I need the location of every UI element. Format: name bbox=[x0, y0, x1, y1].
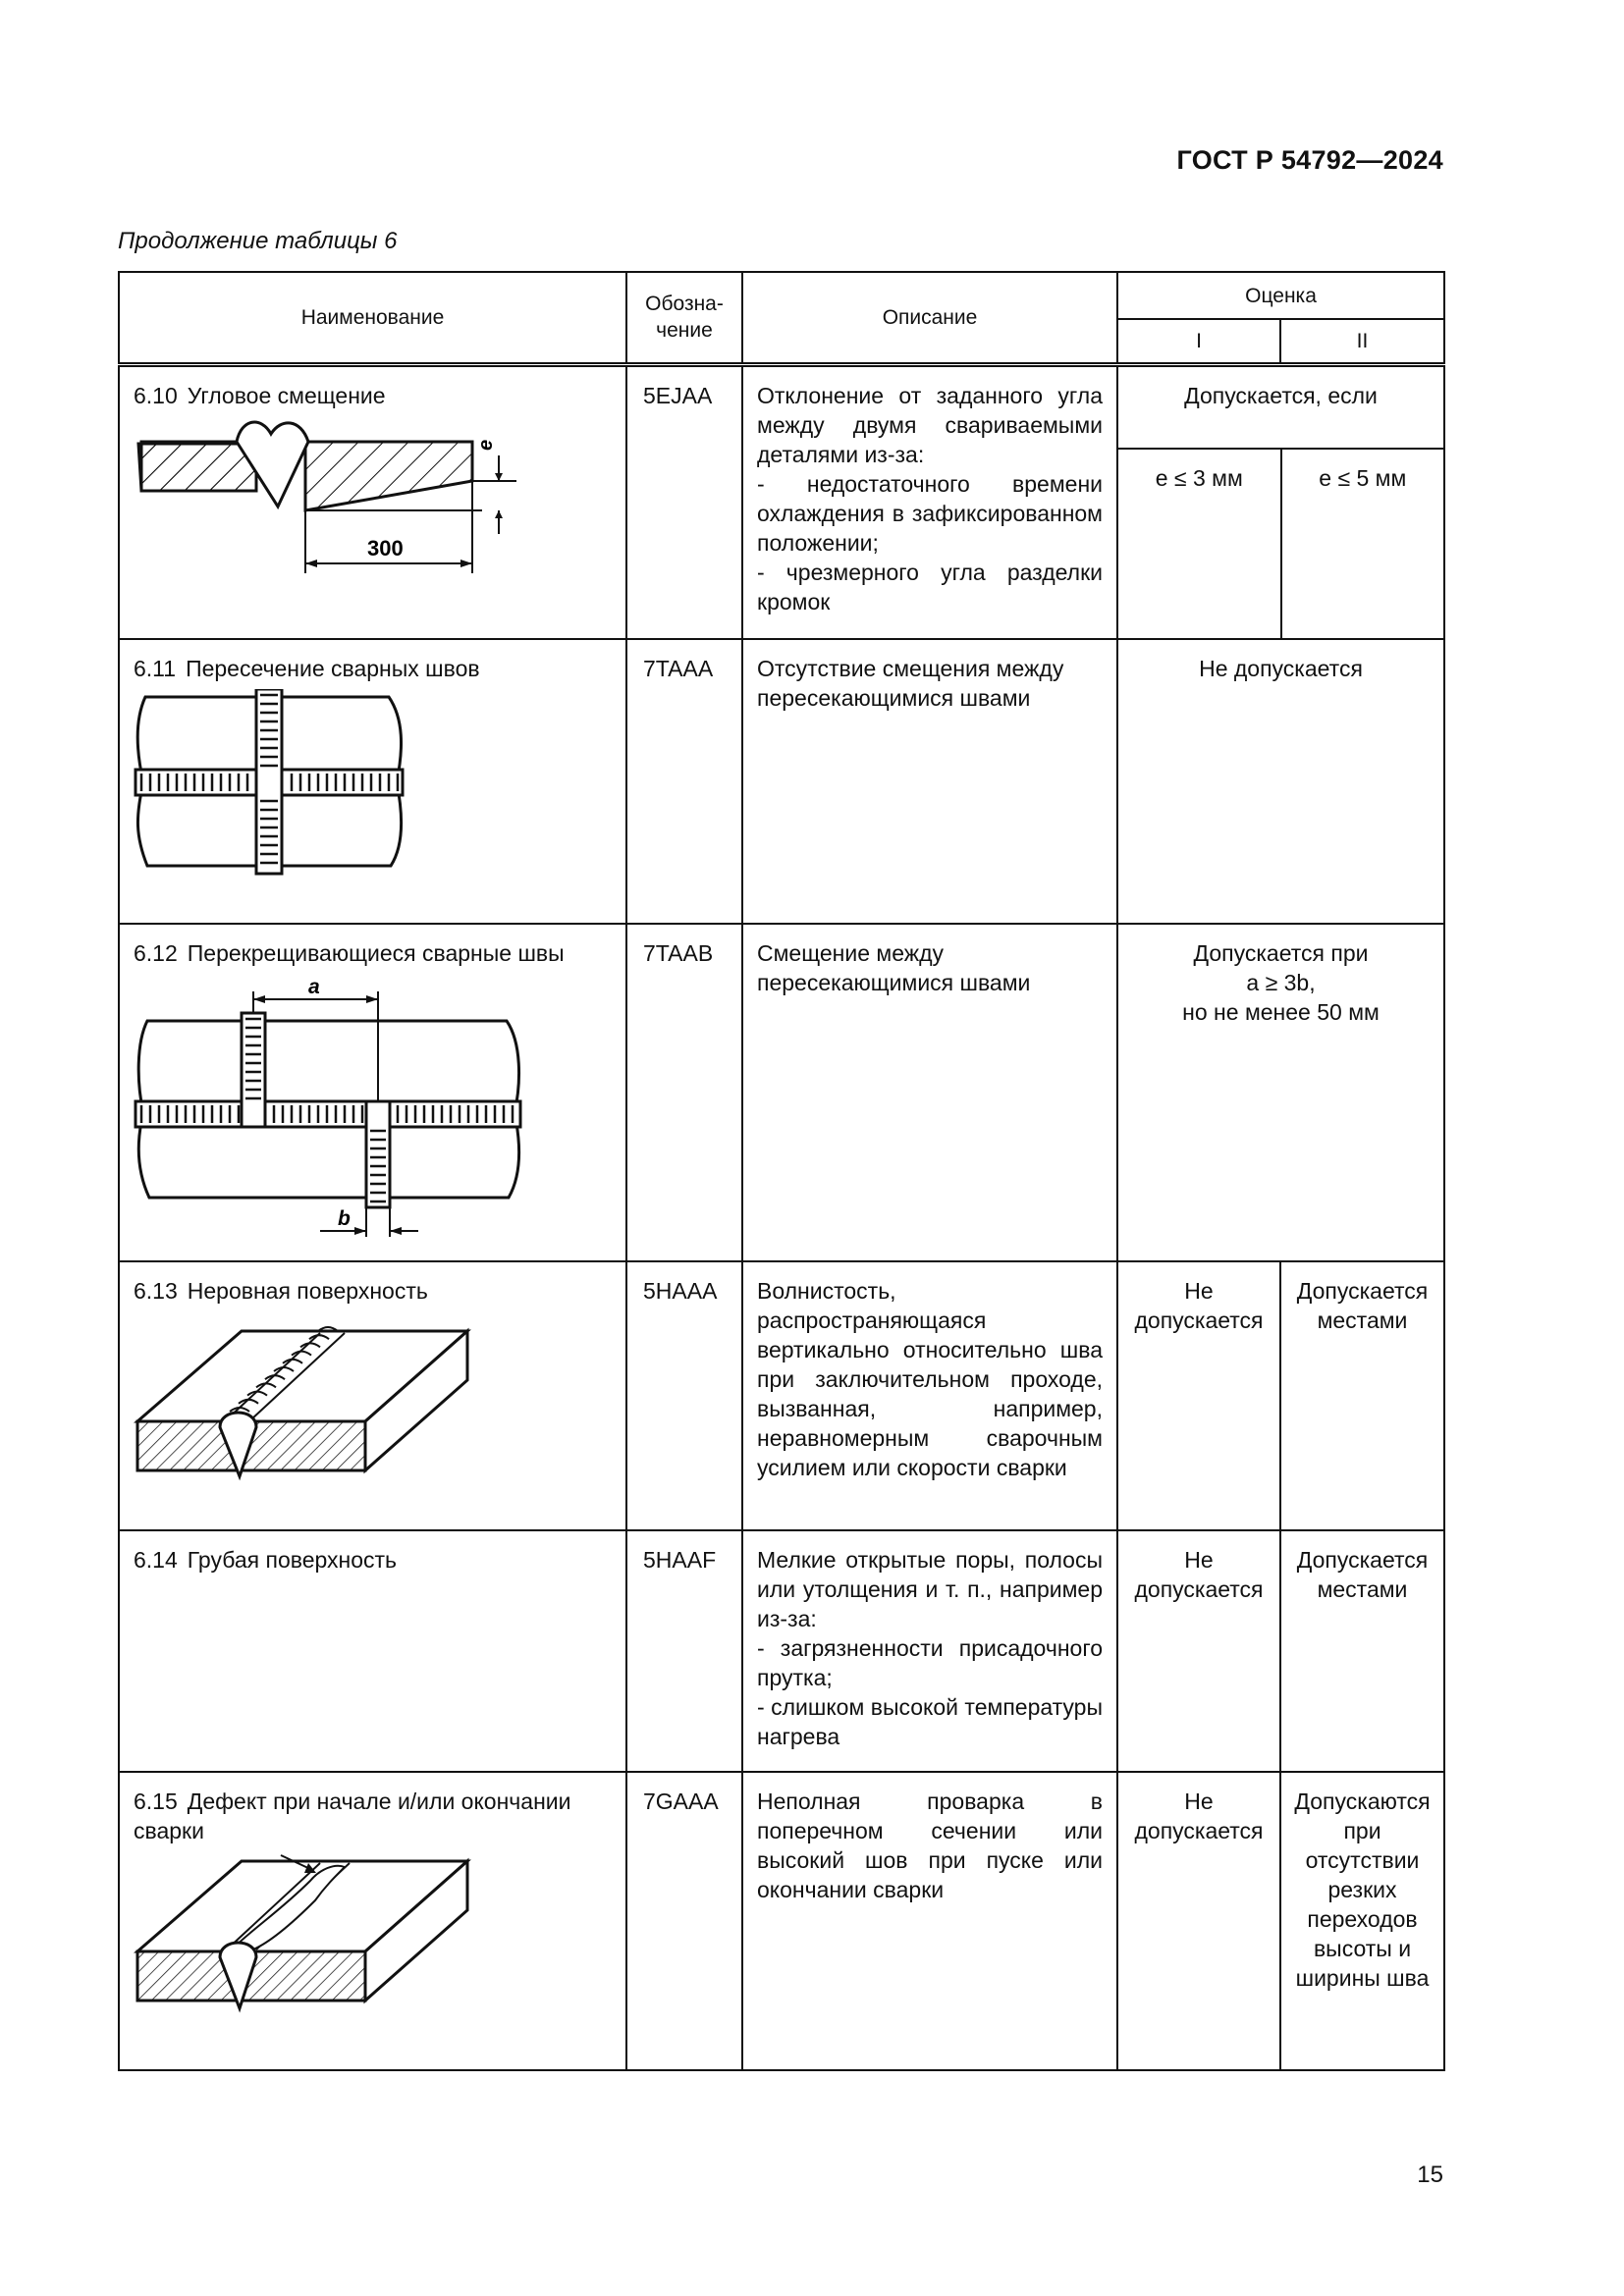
evaluation-level-1: Не допускается bbox=[1117, 1530, 1280, 1772]
description-item: - загрязненности присадочного прутка; bbox=[757, 1634, 1103, 1690]
description-item: - слишком высокой температуры нагрева bbox=[757, 1693, 1103, 1749]
defect-name-cell bbox=[119, 364, 626, 639]
header-description: Описание bbox=[742, 272, 1117, 364]
defect-code: 7GAAA bbox=[626, 1772, 742, 2070]
evaluation-shared: Допускается, если bbox=[1118, 367, 1443, 450]
defect-description: Волнистость, распространяющаяся вертикально относительно шва при заключительном проходе, вызванная, например, неравномерным сварочным усилием или скорости сварки bbox=[742, 1261, 1117, 1530]
evaluation-level-2: Допускаются при отсутствии резких переходов высоты и ширины шва bbox=[1280, 1772, 1444, 2070]
defect-number: 6.15 bbox=[134, 1788, 178, 1814]
evaluation-line: но не менее 50 мм bbox=[1182, 998, 1380, 1025]
page-number: 15 bbox=[1417, 2162, 1443, 2188]
uneven-surface-figure bbox=[134, 1311, 487, 1508]
dimension-a-label: a bbox=[308, 975, 320, 998]
table-row bbox=[119, 364, 1444, 639]
header-row bbox=[119, 272, 1444, 319]
defect-name: Неровная поверхность bbox=[187, 1277, 428, 1304]
defect-name: Дефект при начале и/или окончании сварки bbox=[134, 1788, 571, 1843]
evaluation-level-1: Не допускается bbox=[1117, 1261, 1280, 1530]
defect-name-cell bbox=[119, 1772, 626, 2070]
defects-table bbox=[118, 271, 1445, 2071]
header-name: Наименование bbox=[119, 272, 626, 364]
defect-description bbox=[742, 1530, 1117, 1772]
table-row bbox=[119, 1772, 1444, 2070]
table-row bbox=[119, 639, 1444, 924]
defect-name-cell bbox=[119, 924, 626, 1261]
defect-name: Перекрещивающиеся сварные швы bbox=[187, 939, 565, 966]
document-code: ГОСТ Р 54792—2024 bbox=[1176, 145, 1443, 175]
defect-description bbox=[742, 364, 1117, 639]
defect-code: 5EJAA bbox=[626, 364, 742, 639]
evaluation-shared bbox=[1117, 924, 1444, 1261]
evaluation-level-2: Допускается местами bbox=[1280, 1530, 1444, 1772]
defect-number: 6.11 bbox=[134, 655, 177, 681]
weld-intersection-figure bbox=[134, 689, 408, 876]
evaluation-level-2: e ≤ 5 мм bbox=[1280, 450, 1444, 638]
defect-code: 5HAAF bbox=[626, 1530, 742, 1772]
defect-number: 6.13 bbox=[134, 1277, 178, 1304]
defect-name: Грубая поверхность bbox=[187, 1546, 398, 1573]
defect-number: 6.10 bbox=[134, 382, 178, 408]
dimension-300-label: 300 bbox=[367, 535, 404, 561]
header-eval-level-1: I bbox=[1117, 319, 1280, 364]
table-row bbox=[119, 1530, 1444, 1772]
evaluation-line: Допускается при bbox=[1193, 939, 1369, 966]
defect-code: 7TAAB bbox=[626, 924, 742, 1261]
defect-name-cell bbox=[119, 639, 626, 924]
evaluation-level-1: Не допускается bbox=[1117, 1772, 1280, 2070]
defect-number: 6.12 bbox=[134, 939, 178, 966]
defect-code: 7TAAA bbox=[626, 639, 742, 924]
header-eval-level-2: II bbox=[1280, 319, 1444, 364]
defect-name-cell bbox=[119, 1530, 626, 1772]
angular-misalignment-figure bbox=[134, 416, 566, 583]
start-end-defect-figure bbox=[134, 1851, 487, 2038]
crossing-welds-figure bbox=[134, 974, 526, 1239]
dimension-b-label: b bbox=[338, 1206, 351, 1230]
table-row bbox=[119, 1261, 1444, 1530]
evaluation-shared: Не допускается bbox=[1117, 639, 1444, 924]
defect-name: Угловое смещение bbox=[187, 382, 386, 408]
description-item: - недостаточного времени охлаждения в зафиксированном положении; bbox=[757, 470, 1103, 556]
defect-number: 6.14 bbox=[134, 1546, 178, 1573]
table-caption: Продолжение таблицы 6 bbox=[118, 228, 398, 254]
description-text: Отклонение от заданного угла между двумя свариваемыми деталями из-за: bbox=[757, 382, 1103, 467]
evaluation-cell bbox=[1117, 364, 1444, 639]
evaluation-line: a ≥ 3b, bbox=[1246, 969, 1316, 995]
header-evaluation: Оценка bbox=[1117, 272, 1444, 319]
description-item: - чрезмерного угла разделки кромок bbox=[757, 559, 1103, 614]
evaluation-level-2: Допускается местами bbox=[1280, 1261, 1444, 1530]
defect-description: Неполная проварка в поперечном сечении или высокий шов при пуске или окончании сварки bbox=[742, 1772, 1117, 2070]
evaluation-level-1: e ≤ 3 мм bbox=[1155, 464, 1243, 491]
defect-code: 5HAAA bbox=[626, 1261, 742, 1530]
defect-name: Пересечение сварных швов bbox=[186, 655, 480, 681]
dimension-e-label: e bbox=[475, 439, 497, 451]
description-text: Мелкие открытые поры, полосы или утолщения и т. п., например из-за: bbox=[757, 1546, 1103, 1631]
defect-description: Смещение между пересекающимися швами bbox=[742, 924, 1117, 1261]
table-row bbox=[119, 924, 1444, 1261]
defect-description: Отсутствие смещения между пересекающимися швами bbox=[742, 639, 1117, 924]
header-code: Обозна-чение bbox=[626, 272, 742, 364]
defect-name-cell bbox=[119, 1261, 626, 1530]
